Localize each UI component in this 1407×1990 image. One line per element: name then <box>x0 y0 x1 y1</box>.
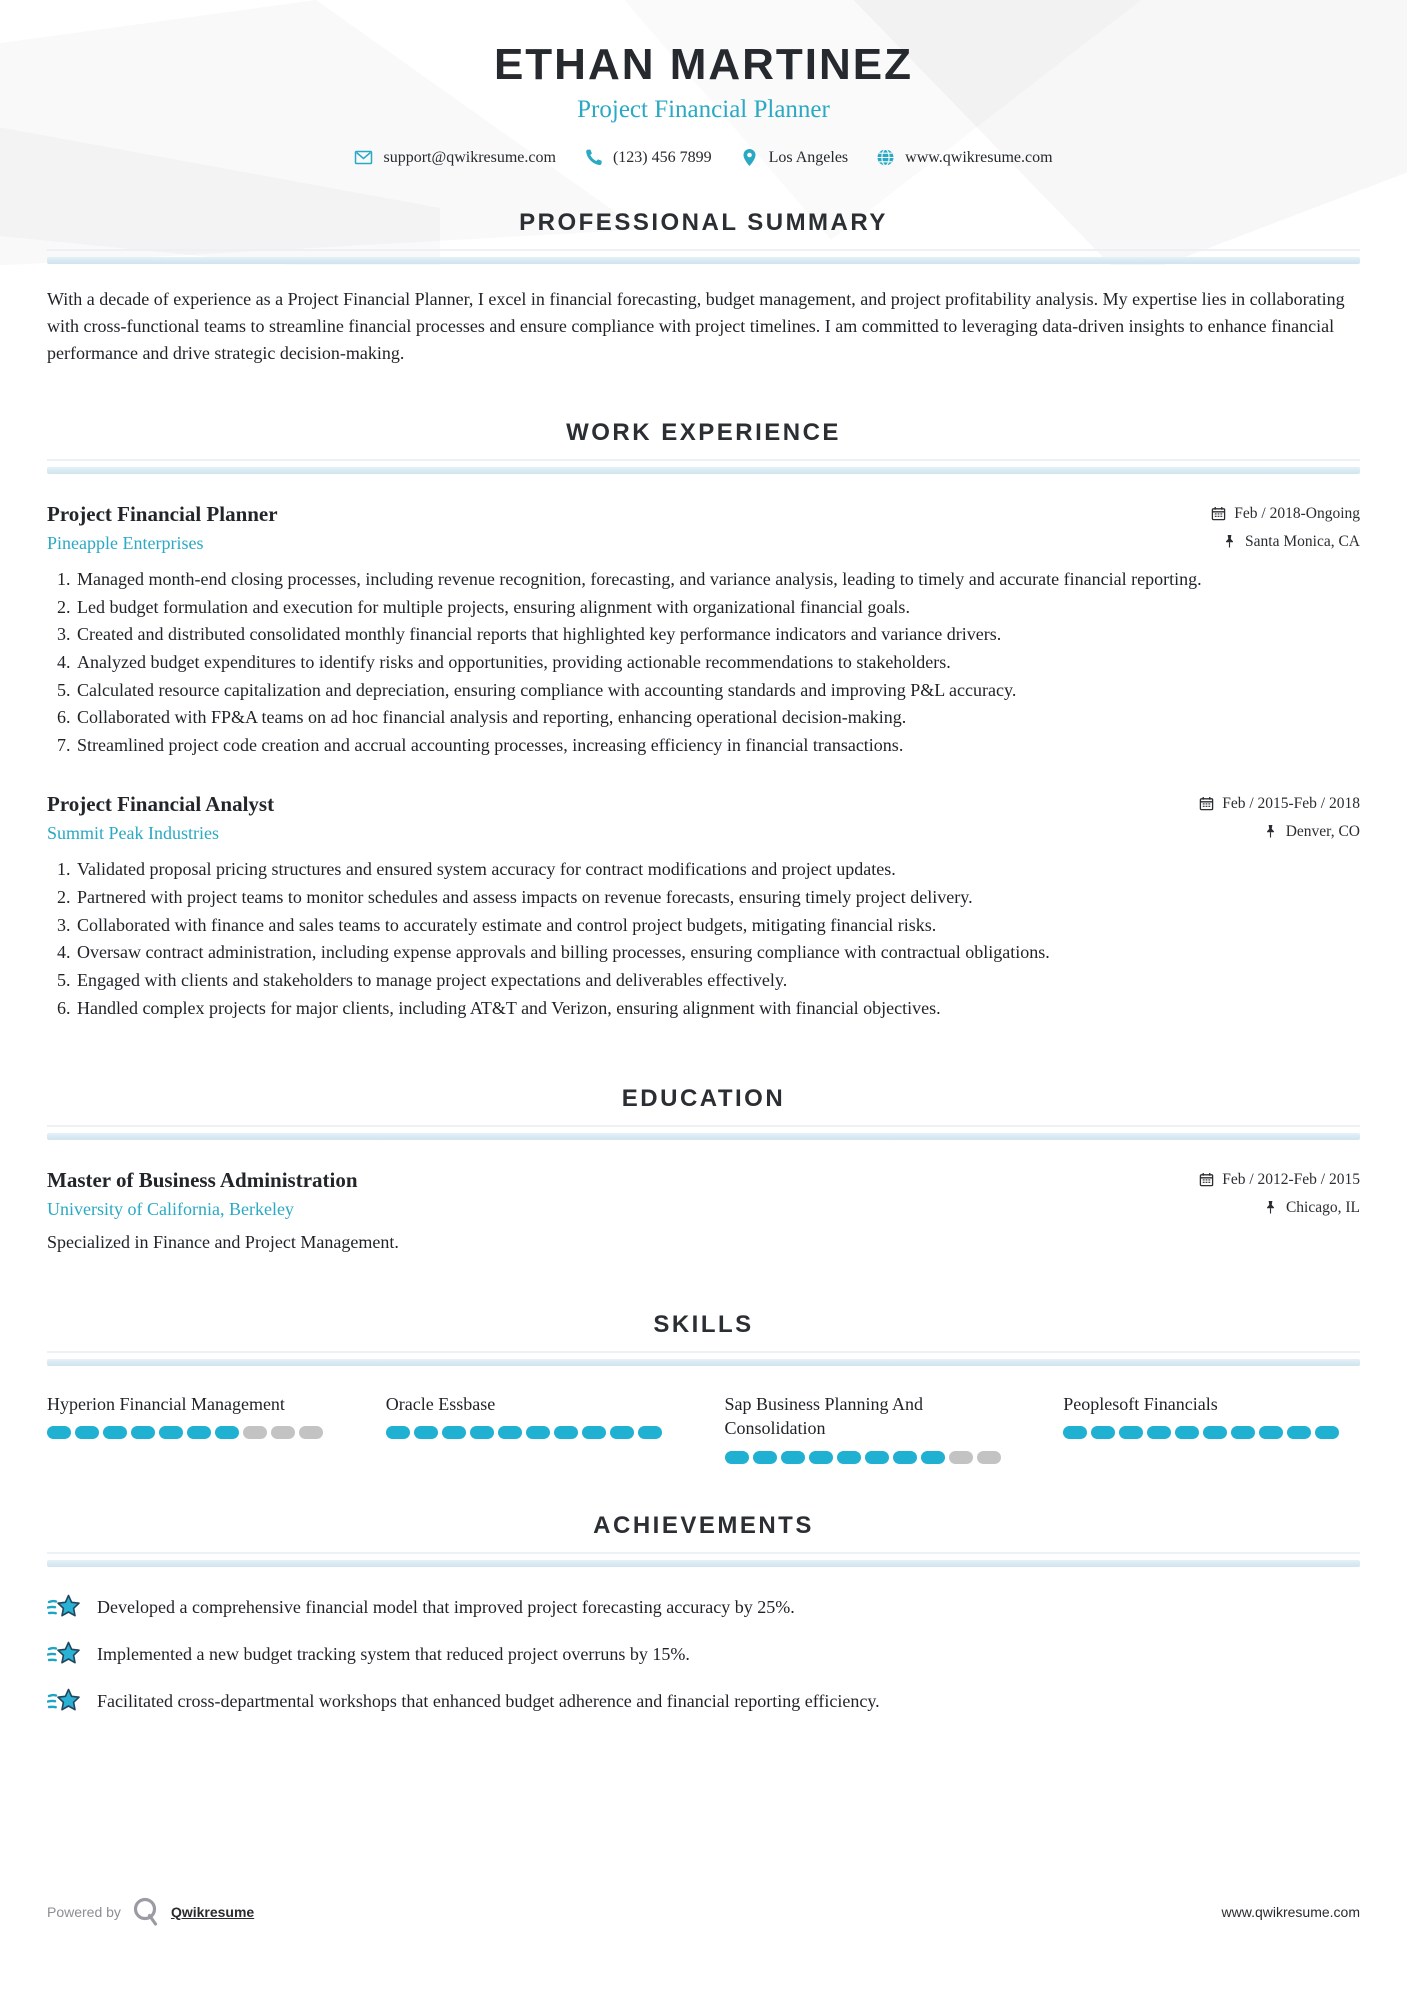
skill-level-dot <box>1063 1426 1087 1439</box>
job-company: Pineapple Enterprises <box>47 533 204 553</box>
resume-header <box>47 0 1360 167</box>
education-section-head <box>47 1085 1360 1140</box>
skill-level-dot <box>215 1426 239 1439</box>
achievements-section-head <box>47 1512 1360 1567</box>
skill-item <box>725 1392 1022 1464</box>
contact-email[interactable] <box>354 148 555 167</box>
candidate-title: Project Financial Planner <box>577 96 830 123</box>
skill-level-dot <box>1091 1426 1115 1439</box>
skill-level-dot <box>725 1451 749 1464</box>
candidate-name: ETHAN MARTINEZ <box>493 40 914 89</box>
education-entry <box>47 1168 1360 1253</box>
skill-level-dot <box>243 1426 267 1439</box>
calendar-icon <box>1199 1172 1214 1187</box>
job-bullet: 5. Engaged with clients and stakeholders to manage project expectations and deliverables effectively. <box>75 967 1360 994</box>
summary-heading: PROFESSIONAL SUMMARY <box>519 209 888 236</box>
job-bullet: 1. Validated proposal pricing structures and ensured system accuracy for contract modifications and project updates. <box>75 856 1360 883</box>
skill-level-dot <box>837 1451 861 1464</box>
skill-level-dot <box>1175 1426 1199 1439</box>
shooting-star-icon <box>47 1640 81 1670</box>
skill-item <box>47 1392 344 1464</box>
skill-level-dot <box>1147 1426 1171 1439</box>
achievement-text: Facilitated cross-departmental workshops that enhanced budget adherence and financial reporting efficiency. <box>97 1691 880 1712</box>
achievements-heading: ACHIEVEMENTS <box>593 1511 814 1539</box>
qwikresume-logo-icon <box>131 1896 161 1928</box>
contact-phone <box>584 148 712 167</box>
skill-level-dot <box>809 1451 833 1464</box>
skill-level-dot <box>131 1426 155 1439</box>
skill-level-dot <box>386 1426 410 1439</box>
section-divider <box>47 459 1360 474</box>
skill-level-bar <box>47 1426 344 1439</box>
calendar-icon <box>1211 506 1226 521</box>
pushpin-icon <box>1263 1200 1278 1215</box>
qwikresume-link[interactable]: Qwikresume <box>170 1904 255 1920</box>
job-title: Project Financial Planner <box>47 502 278 526</box>
job-bullets <box>47 566 1360 758</box>
job-dates: Feb / 2015-Feb / 2018 <box>1199 795 1360 813</box>
skill-level-dot <box>1203 1426 1227 1439</box>
experience-entry <box>47 792 1360 1021</box>
skill-level-dot <box>271 1426 295 1439</box>
pushpin-icon <box>1263 824 1278 839</box>
job-bullet: 2. Partnered with project teams to monitor schedules and assess impacts on revenue forecasts, ensuring timely project delivery. <box>75 884 1360 911</box>
skill-level-dot <box>893 1451 917 1464</box>
section-divider <box>47 1351 1360 1366</box>
skill-level-dot <box>187 1426 211 1439</box>
education-description: Specialized in Finance and Project Management. <box>47 1232 399 1253</box>
skill-level-dot <box>498 1426 522 1439</box>
map-pin-icon <box>740 148 759 167</box>
skill-level-dot <box>554 1426 578 1439</box>
skill-level-bar <box>386 1426 683 1439</box>
skill-level-dot <box>1119 1426 1143 1439</box>
skill-level-dot <box>781 1451 805 1464</box>
job-bullet: 7. Streamlined project code creation and accrual accounting processes, increasing efficiency in financial transactions. <box>75 732 1360 759</box>
school-name: University of California, Berkeley <box>47 1199 294 1220</box>
skill-level-dot <box>159 1426 183 1439</box>
contact-location-text: Los Angeles <box>768 148 849 166</box>
skill-level-bar <box>725 1451 1022 1464</box>
experience-entry <box>47 502 1360 758</box>
contact-website[interactable] <box>876 148 1052 167</box>
phone-icon <box>584 148 603 167</box>
job-bullet: 2. Led budget formulation and execution for multiple projects, ensuring alignment with organizational financial goals. <box>75 594 1360 621</box>
skill-level-dot <box>1287 1426 1311 1439</box>
skill-level-dot <box>1231 1426 1255 1439</box>
email-icon <box>354 148 373 167</box>
skill-level-dot <box>582 1426 606 1439</box>
calendar-icon <box>1199 796 1214 811</box>
contact-website-text: www.qwikresume.com <box>905 148 1053 166</box>
skill-level-dot <box>753 1451 777 1464</box>
powered-by-label: Powered by <box>47 1904 121 1920</box>
skill-item <box>1063 1392 1360 1464</box>
skill-level-bar <box>1063 1426 1360 1439</box>
summary-text: With a decade of experience as a Project Financial Planner, I excel in financial forecasting, budget management, and project profitability analysis. My expertise lies in collaborating with cross-functional teams to streamline financial processes and ensure compliance with project timelines. I am committed to leveraging data-driven insights to enhance financial performance and drive strategic decision-making. <box>47 289 1345 363</box>
education-heading: EDUCATION <box>621 1085 786 1113</box>
skill-level-dot <box>526 1426 550 1439</box>
achievement-item <box>47 1687 1360 1717</box>
job-title: Project Financial Analyst <box>47 792 275 817</box>
job-bullet: 6. Handled complex projects for major clients, including AT&T and Verizon, ensuring alignment with financial objectives. <box>75 995 1360 1022</box>
skill-level-dot <box>610 1426 634 1439</box>
experience-heading: WORK EXPERIENCE <box>566 419 841 446</box>
achievement-text: Developed a comprehensive financial model that improved project forecasting accuracy by 25%. <box>97 1597 795 1618</box>
skill-item <box>386 1392 683 1464</box>
section-divider <box>47 1125 1360 1140</box>
pushpin-icon <box>1222 534 1237 549</box>
skill-name: Hyperion Financial Management <box>47 1394 285 1415</box>
achievement-item <box>47 1593 1360 1623</box>
skills-heading: SKILLS <box>653 1311 754 1339</box>
section-divider <box>47 249 1360 264</box>
achievements-list <box>47 1593 1360 1717</box>
skill-level-dot <box>638 1426 662 1439</box>
job-bullet: 4. Analyzed budget expenditures to identify risks and opportunities, providing actionable recommendations to stakeholders. <box>75 649 1360 676</box>
job-bullet: 6. Collaborated with FP&A teams on ad hoc financial analysis and reporting, enhancing operational decision-making. <box>75 704 1360 731</box>
skill-level-dot <box>299 1426 323 1439</box>
job-dates: Feb / 2018-Ongoing <box>1211 505 1360 523</box>
job-bullet: 1. Managed month-end closing processes, including revenue recognition, forecasting, and variance analysis, leading to timely and accurate financial reporting. <box>75 566 1360 593</box>
globe-icon <box>876 148 895 167</box>
degree-title: Master of Business Administration <box>47 1168 358 1193</box>
skill-level-dot <box>977 1451 1001 1464</box>
contact-location <box>740 148 849 167</box>
footer-website: www.qwikresume.com <box>1221 1904 1360 1920</box>
skill-level-dot <box>865 1451 889 1464</box>
skills-section-head <box>47 1311 1360 1366</box>
job-bullet: 5. Calculated resource capitalization and depreciation, ensuring compliance with accounting standards and improving P&L accuracy. <box>75 677 1360 704</box>
job-bullet: 4. Oversaw contract administration, including expense approvals and billing processes, ensuring compliance with contractual obligations. <box>75 939 1360 966</box>
skill-name: Sap Business Planning And Consolidation <box>724 1394 924 1439</box>
skill-level-dot <box>1315 1426 1339 1439</box>
job-bullet: 3. Created and distributed consolidated monthly financial reports that highlighted key performance indicators and variance drivers. <box>75 621 1360 648</box>
summary-section-head <box>47 209 1360 264</box>
skill-level-dot <box>103 1426 127 1439</box>
experience-section-head <box>47 419 1360 474</box>
skill-level-dot <box>921 1451 945 1464</box>
job-bullets <box>47 856 1360 1021</box>
achievement-item <box>47 1640 1360 1670</box>
skill-level-dot <box>47 1426 71 1439</box>
contact-row <box>47 148 1360 167</box>
achievement-text: Implemented a new budget tracking system that reduced project overruns by 15%. <box>97 1644 690 1665</box>
education-location: Chicago, IL <box>1263 1199 1360 1217</box>
job-bullet: 3. Collaborated with finance and sales teams to accurately estimate and control project budgets, mitigating financial risks. <box>75 912 1360 939</box>
skills-grid <box>47 1392 1360 1464</box>
shooting-star-icon <box>47 1593 81 1623</box>
education-dates: Feb / 2012-Feb / 2015 <box>1199 1171 1360 1189</box>
job-location: Denver, CO <box>1263 823 1360 841</box>
skill-level-dot <box>949 1451 973 1464</box>
skill-name: Oracle Essbase <box>385 1394 496 1415</box>
job-company: Summit Peak Industries <box>47 823 219 844</box>
skill-level-dot <box>75 1426 99 1439</box>
page-footer <box>47 1896 1360 1928</box>
skill-level-dot <box>470 1426 494 1439</box>
section-divider <box>47 1552 1360 1567</box>
skill-level-dot <box>442 1426 466 1439</box>
skill-level-dot <box>414 1426 438 1439</box>
contact-phone-text: (123) 456 7899 <box>612 148 712 166</box>
job-location: Santa Monica, CA <box>1222 533 1360 551</box>
shooting-star-icon <box>47 1687 81 1717</box>
contact-email-text: support@qwikresume.com <box>383 148 556 166</box>
skill-level-dot <box>1259 1426 1283 1439</box>
skill-name: Peoplesoft Financials <box>1063 1394 1218 1415</box>
